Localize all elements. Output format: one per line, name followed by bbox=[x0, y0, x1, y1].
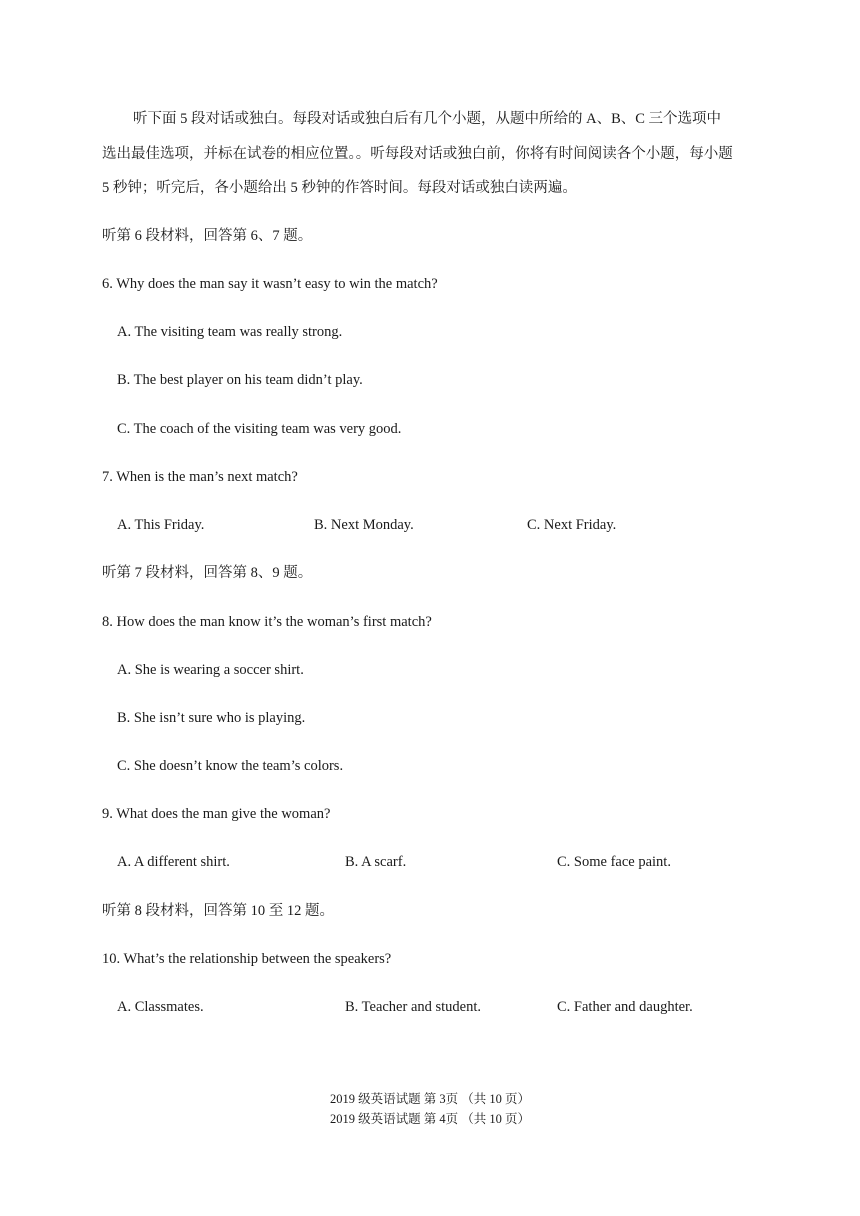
option-10a: A. Classmates. bbox=[117, 999, 204, 1015]
section-heading: 听第 7 段材料，回答第 8、9 题。 bbox=[102, 565, 313, 581]
question-stem-8: 8. How does the man know it’s the woman’s first match? bbox=[102, 614, 432, 630]
page-footer-line-1: 2019 级英语试题 第 3页 （共 10 页） bbox=[329, 1092, 530, 1106]
instructions-line-1: 听下面 5 段对话或独白。每段对话或独白后有几个小题，从题中所给的 A、B、C 三个选项中 bbox=[133, 111, 722, 127]
option-10c: C. Father and daughter. bbox=[557, 999, 693, 1015]
question-stem-7: 7. When is the man’s next match? bbox=[102, 469, 298, 485]
option-9a: A. A different shirt. bbox=[117, 854, 230, 870]
section-heading: 听第 8 段材料，回答第 10 至 12 题。 bbox=[102, 903, 334, 919]
option-7a: A. This Friday. bbox=[117, 517, 205, 533]
question-stem-10: 10. What’s the relationship between the speakers? bbox=[102, 951, 392, 967]
option-8c: C. She doesn’t know the team’s colors. bbox=[117, 758, 344, 774]
instructions-line-2: 选出最佳选项，并标在试卷的相应位置。。听每段对话或独白前，你将有时间阅读各个小题，每小题 bbox=[102, 146, 733, 162]
section-heading: 听第 6 段材料，回答第 6、7 题。 bbox=[102, 228, 313, 244]
option-7c: C. Next Friday. bbox=[527, 517, 617, 533]
question-stem-9: 9. What does the man give the woman? bbox=[102, 806, 331, 822]
option-6a: A. The visiting team was really strong. bbox=[117, 324, 343, 340]
question-stem-6: 6. Why does the man say it wasn’t easy to win the match? bbox=[102, 276, 438, 292]
option-7b: B. Next Monday. bbox=[314, 517, 414, 533]
option-10b: B. Teacher and student. bbox=[345, 999, 482, 1015]
option-8b: B. She isn’t sure who is playing. bbox=[117, 710, 306, 726]
option-6c: C. The coach of the visiting team was very good. bbox=[117, 421, 402, 437]
option-6b: B. The best player on his team didn’t play. bbox=[117, 372, 363, 388]
option-9b: B. A scarf. bbox=[345, 854, 407, 870]
option-9c: C. Some face paint. bbox=[557, 854, 671, 870]
instructions-line-3: 5 秒钟；听完后，各小题给出 5 秒钟的作答时间。每段对话或独白读两遍。 bbox=[102, 180, 577, 196]
option-8a: A. She is wearing a soccer shirt. bbox=[117, 662, 304, 678]
page-footer-line-2: 2019 级英语试题 第 4页 （共 10 页） bbox=[329, 1112, 530, 1126]
